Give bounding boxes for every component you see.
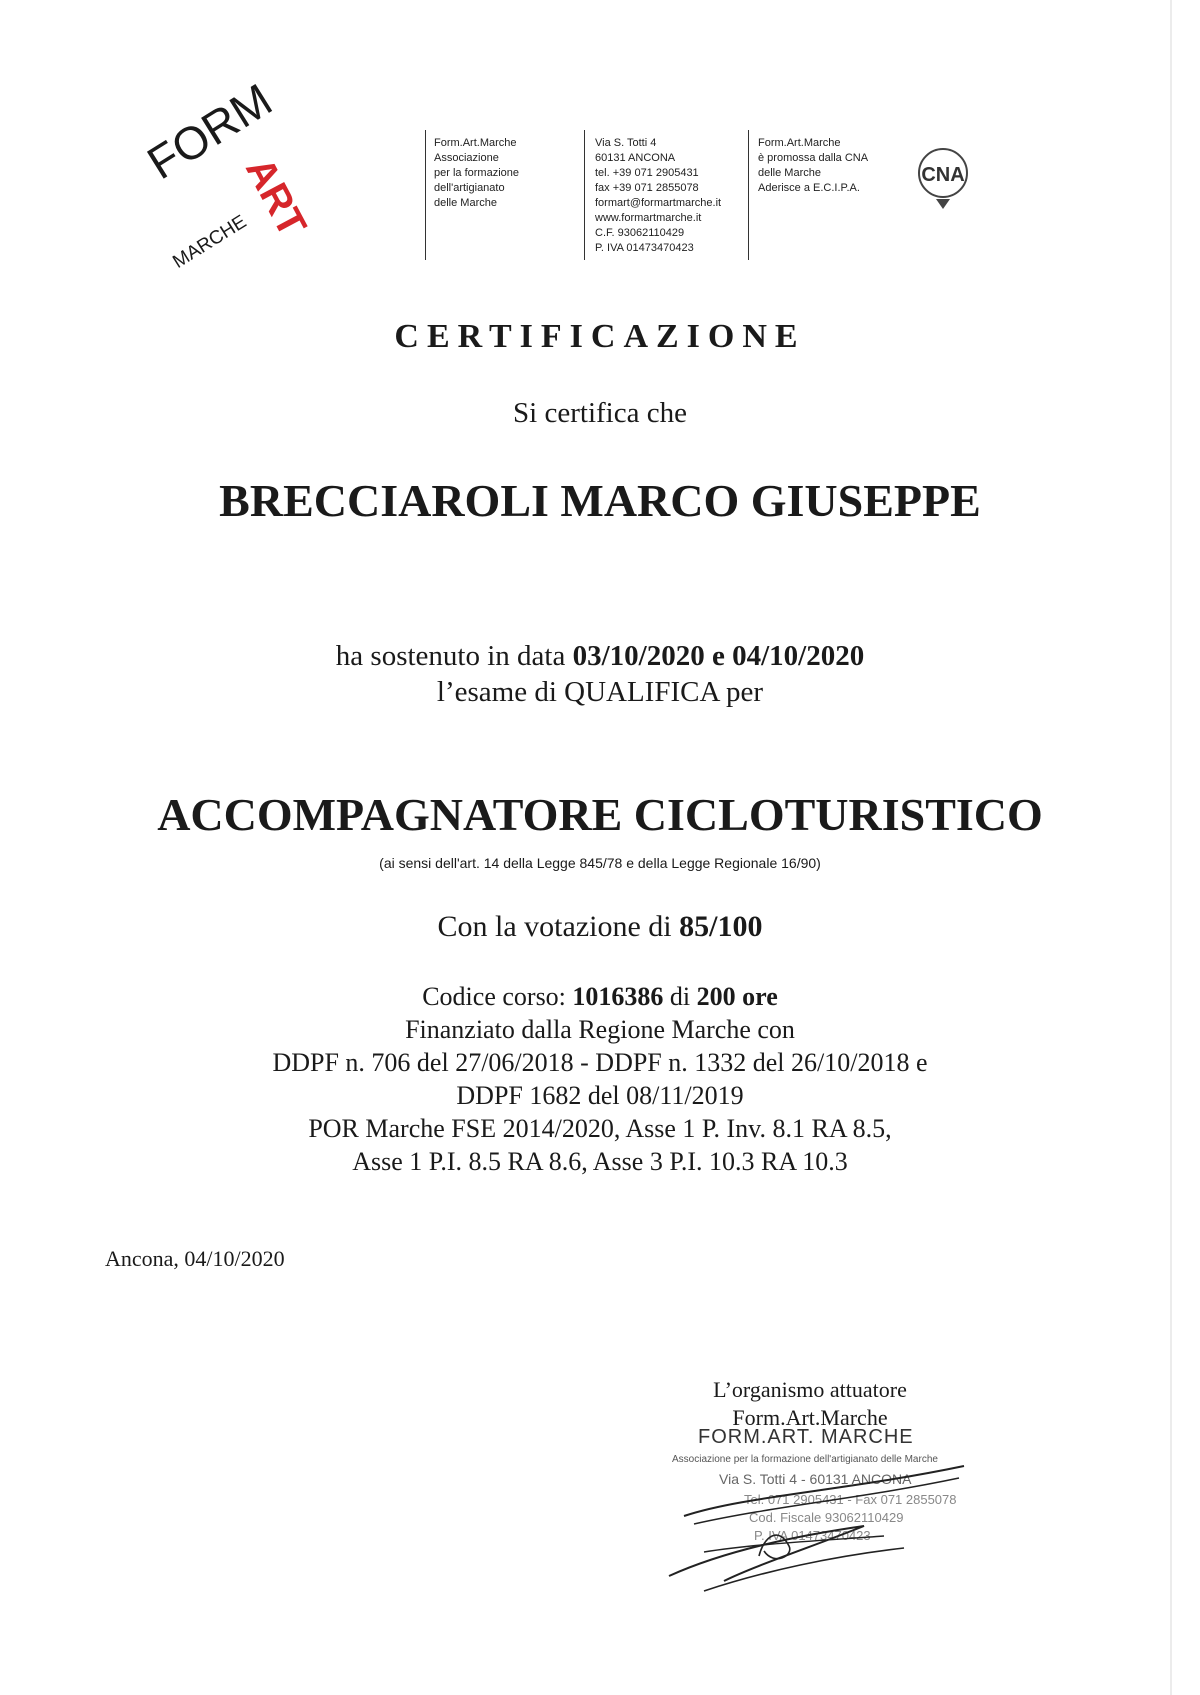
handwritten-signature xyxy=(664,1456,974,1596)
letterhead-line: tel. +39 071 2905431 xyxy=(595,167,699,179)
scan-edge xyxy=(1170,0,1172,1695)
letterhead-divider xyxy=(425,130,426,260)
course-code-mid: di xyxy=(663,982,697,1011)
formart-logo-graphic xyxy=(118,72,318,282)
funding-line: Asse 1 P.I. 8.5 RA 8.6, Asse 3 P.I. 10.3 RA 10.3 xyxy=(352,1147,848,1176)
course-code: 1016386 xyxy=(572,982,664,1011)
exam-dates: 03/10/2020 e 04/10/2020 xyxy=(572,640,865,672)
vote-prefix: Con la votazione di xyxy=(437,910,680,943)
funding-line: DDPF 1682 del 08/11/2019 xyxy=(456,1081,744,1110)
stamp-phone: Tel. 071 2905431 - Fax 071 2855078 xyxy=(744,1492,957,1507)
letterhead-line: www.formartmarche.it xyxy=(595,212,702,224)
cna-logo-text: CNA xyxy=(921,164,965,186)
letterhead-association xyxy=(434,136,519,211)
stamp-subtitle: Associazione per la formazione dell'artigianato delle Marche xyxy=(672,1454,938,1465)
qualification-title: ACCOMPAGNATORE CICLOTURISTICO xyxy=(157,789,1043,840)
stamp-vat: P. IVA 01473470423 xyxy=(754,1528,871,1543)
letterhead-line: Via S. Totti 4 xyxy=(595,137,657,149)
funding-line: POR Marche FSE 2014/2020, Asse 1 P. Inv. 8.1 RA 8.5, xyxy=(308,1114,892,1143)
letterhead-line: formart@formartmarche.it xyxy=(595,197,722,209)
logo-form-text: FORM xyxy=(138,73,281,190)
exam-type-line: l’esame di QUALIFICA per xyxy=(436,676,764,708)
funding-line: Finanziato dalla Regione Marche con xyxy=(405,1015,795,1044)
signature-block xyxy=(650,1376,970,1432)
course-code-prefix: Codice corso: xyxy=(422,982,573,1011)
formart-logo xyxy=(118,72,318,282)
letterhead-line: 60131 ANCONA xyxy=(595,152,676,164)
letterhead-line: delle Marche xyxy=(758,167,821,179)
letterhead-line: dell'artigianato xyxy=(434,182,505,194)
letterhead-line: delle Marche xyxy=(434,197,497,209)
letterhead-divider xyxy=(584,130,585,260)
letterhead-line: fax +39 071 2855078 xyxy=(595,182,699,194)
letterhead-line: Form.Art.Marche xyxy=(758,137,841,149)
letterhead-line: Aderisce a E.C.I.P.A. xyxy=(758,182,860,194)
vote-score: 85/100 xyxy=(679,910,763,943)
cna-logo xyxy=(908,143,978,213)
letterhead-promotion xyxy=(758,136,868,196)
letterhead-line: P. IVA 01473470423 xyxy=(595,242,694,254)
candidate-name: BRECCIAROLI MARCO GIUSEPPE xyxy=(219,475,981,526)
exam-date-line xyxy=(0,640,1200,673)
stamp-address: Via S. Totti 4 - 60131 ANCONA xyxy=(719,1471,912,1487)
funding-line: DDPF n. 706 del 27/06/2018 - DDPF n. 1332 del 26/10/2018 e xyxy=(272,1048,928,1077)
logo-marche-text: MARCHE xyxy=(169,211,251,273)
legal-reference: (ai sensi dell'art. 14 della Legge 845/78 e della Legge Regionale 16/90) xyxy=(379,855,821,871)
signatory-role: L’organismo attuatore xyxy=(713,1377,907,1402)
official-stamp xyxy=(664,1426,974,1596)
course-code-line xyxy=(0,980,1200,1013)
course-info xyxy=(0,980,1200,1178)
place-date: Ancona, 04/10/2020 xyxy=(105,1246,285,1271)
exam-date-prefix: ha sostenuto in data xyxy=(335,640,573,672)
intro-text: Si certifica che xyxy=(513,397,687,429)
letterhead-line: per la formazione xyxy=(434,167,519,179)
letterhead-line: Form.Art.Marche xyxy=(434,137,517,149)
letterhead-line: Associazione xyxy=(434,152,499,164)
document-title: CERTIFICAZIONE xyxy=(394,318,806,355)
letterhead-contacts xyxy=(595,136,721,256)
stamp-title: FORM.ART. MARCHE xyxy=(698,1426,914,1448)
course-hours: 200 ore xyxy=(696,982,778,1011)
stamp-tax-code: Cod. Fiscale 93062110429 xyxy=(749,1510,904,1525)
vote-line xyxy=(0,910,1200,944)
letterhead-line: è promossa dalla CNA xyxy=(758,152,869,164)
logo-art-text: ART xyxy=(237,150,315,244)
letterhead-divider xyxy=(748,130,749,260)
signatory-org: Form.Art.Marche xyxy=(732,1405,888,1430)
letterhead-line: C.F. 93062110429 xyxy=(595,227,685,239)
